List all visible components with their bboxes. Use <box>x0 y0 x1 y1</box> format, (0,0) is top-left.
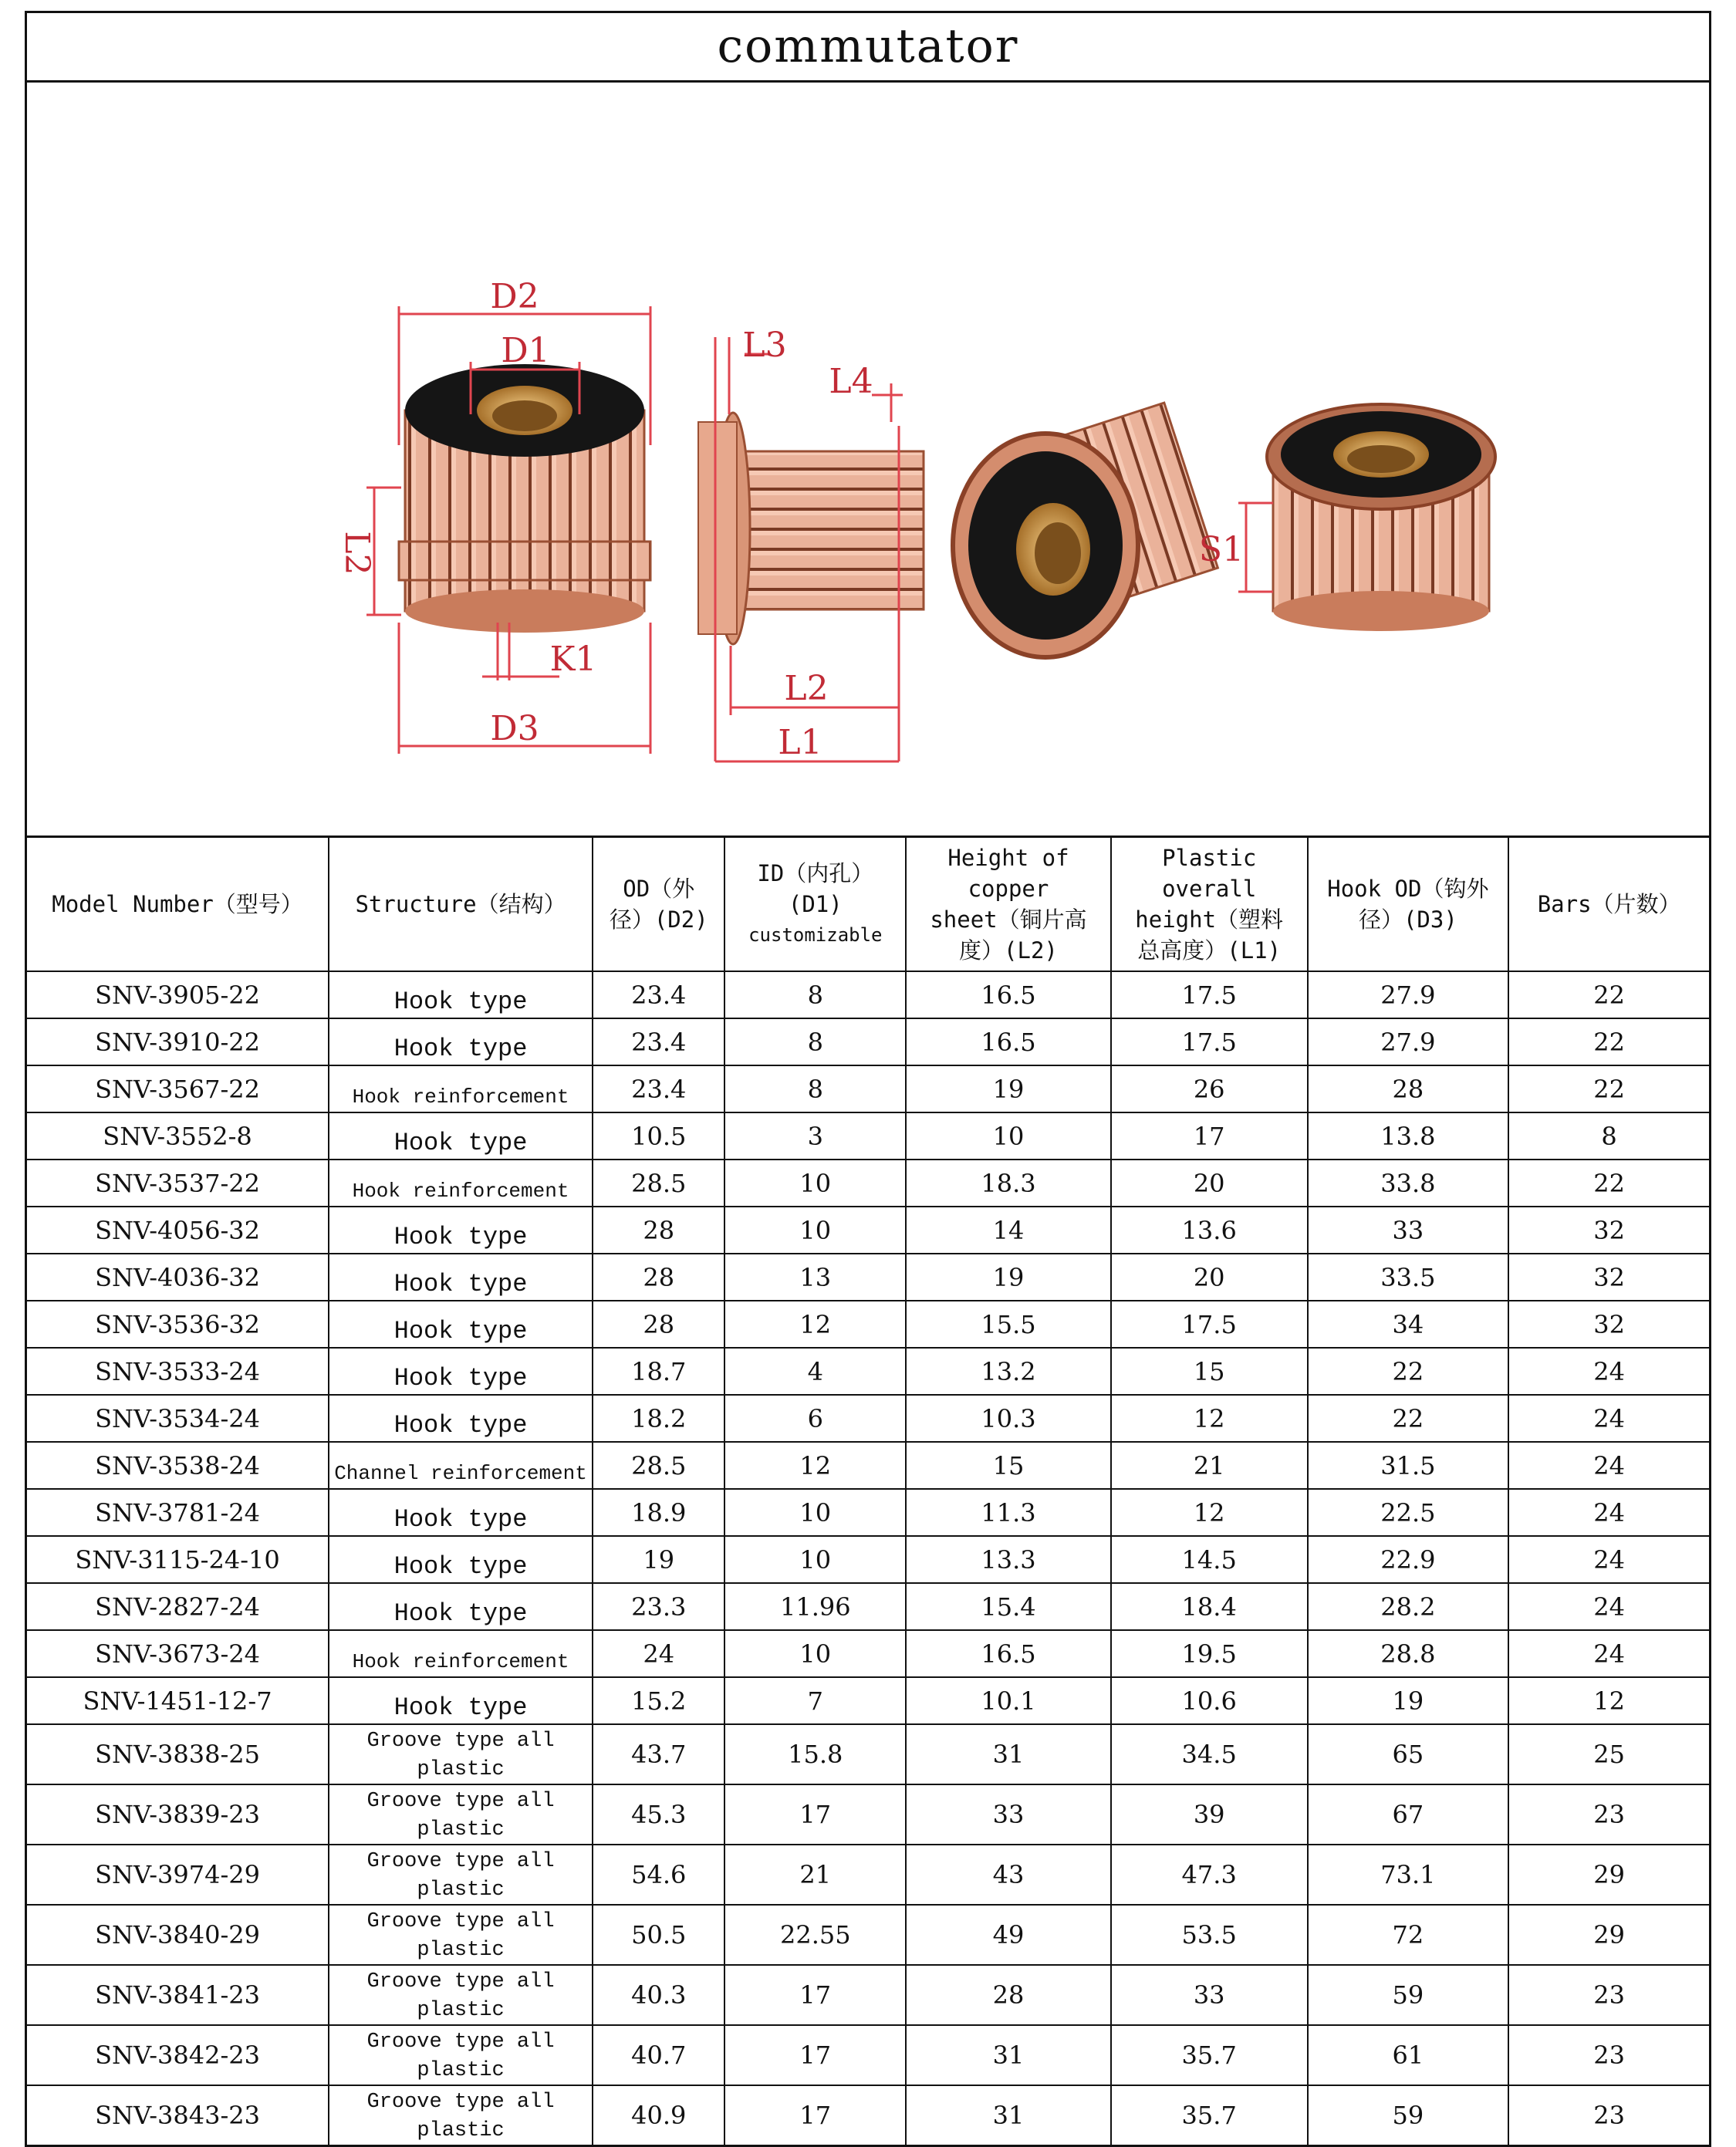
cell-bars: 32 <box>1508 1301 1709 1348</box>
cell-model-number: SNV-2827-24 <box>27 1583 329 1630</box>
cell-plastic-height: 34.5 <box>1111 1724 1308 1784</box>
cell-structure: Hook type <box>329 1254 593 1301</box>
cell-model-number: SNV-3567-22 <box>27 1065 329 1112</box>
cell-plastic-height: 47.3 <box>1111 1845 1308 1905</box>
cell-structure: Groove type all plastic <box>329 1845 593 1905</box>
cell-id: 4 <box>724 1348 906 1395</box>
cell-hook-od: 33 <box>1308 1207 1509 1254</box>
cell-plastic-height: 17 <box>1111 1112 1308 1160</box>
cell-copper-height: 16.5 <box>906 1630 1111 1677</box>
cell-structure: Hook type <box>329 1348 593 1395</box>
header-structure: Structure（结构） <box>329 838 593 971</box>
cell-hook-od: 73.1 <box>1308 1845 1509 1905</box>
table-header-row <box>27 838 1709 971</box>
cell-structure: Hook reinforcement <box>329 1160 593 1207</box>
cell-plastic-height: 12 <box>1111 1395 1308 1442</box>
cell-od: 23.4 <box>593 1065 724 1112</box>
cell-id: 17 <box>724 1965 906 2025</box>
commutator-diagram <box>27 83 1709 838</box>
cell-od: 54.6 <box>593 1845 724 1905</box>
cell-hook-od: 61 <box>1308 2025 1509 2085</box>
cell-od: 40.9 <box>593 2085 724 2145</box>
cell-copper-height: 13.2 <box>906 1348 1111 1395</box>
cell-od: 15.2 <box>593 1677 724 1724</box>
table-row <box>27 1207 1709 1254</box>
cell-copper-height: 16.5 <box>906 971 1111 1018</box>
label-l1: L1 <box>778 723 822 762</box>
cell-od: 28.5 <box>593 1442 724 1489</box>
label-k1: K1 <box>549 640 597 679</box>
table-row <box>27 1845 1709 1905</box>
cell-structure: Hook type <box>329 1677 593 1724</box>
table-row <box>27 1160 1709 1207</box>
cell-id: 6 <box>724 1395 906 1442</box>
cell-copper-height: 18.3 <box>906 1160 1111 1207</box>
cell-bars: 23 <box>1508 2085 1709 2145</box>
cell-model-number: SNV-3905-22 <box>27 971 329 1018</box>
cell-od: 18.7 <box>593 1348 724 1395</box>
cell-bars: 8 <box>1508 1112 1709 1160</box>
table-row <box>27 1724 1709 1784</box>
cell-copper-height: 15.4 <box>906 1583 1111 1630</box>
cell-structure: Hook reinforcement <box>329 1630 593 1677</box>
table-row <box>27 1489 1709 1536</box>
cell-plastic-height: 26 <box>1111 1065 1308 1112</box>
cell-bars: 24 <box>1508 1395 1709 1442</box>
cell-od: 40.3 <box>593 1965 724 2025</box>
table-row <box>27 1583 1709 1630</box>
header-copper-height: Height of copper sheet（铜片高 度）(L2) <box>906 838 1111 971</box>
cell-id: 8 <box>724 1065 906 1112</box>
header-id: ID（内孔） (D1) customizable <box>724 838 906 971</box>
label-l4: L4 <box>829 362 873 401</box>
cell-model-number: SNV-3840-29 <box>27 1905 329 1965</box>
cell-hook-od: 67 <box>1308 1784 1509 1845</box>
cell-od: 45.3 <box>593 1784 724 1845</box>
cell-structure: Hook type <box>329 1395 593 1442</box>
cell-id: 3 <box>724 1112 906 1160</box>
cell-id: 7 <box>724 1677 906 1724</box>
cell-model-number: SNV-3842-23 <box>27 2025 329 2085</box>
cell-plastic-height: 14.5 <box>1111 1536 1308 1583</box>
cell-structure: Hook type <box>329 1207 593 1254</box>
cell-bars: 23 <box>1508 1965 1709 2025</box>
cell-od: 18.9 <box>593 1489 724 1536</box>
label-d2: D2 <box>490 277 539 316</box>
cell-plastic-height: 17.5 <box>1111 971 1308 1018</box>
cell-plastic-height: 15 <box>1111 1348 1308 1395</box>
cell-plastic-height: 53.5 <box>1111 1905 1308 1965</box>
cell-hook-od: 19 <box>1308 1677 1509 1724</box>
table-row <box>27 1301 1709 1348</box>
cell-model-number: SNV-3910-22 <box>27 1018 329 1065</box>
header-bars: Bars（片数） <box>1508 838 1709 971</box>
table-row <box>27 1905 1709 1965</box>
spec-sheet <box>25 11 1711 2147</box>
cell-id: 10 <box>724 1160 906 1207</box>
table-row <box>27 1018 1709 1065</box>
commutator-side-view <box>698 413 924 644</box>
table-row <box>27 1965 1709 2025</box>
cell-bars: 29 <box>1508 1905 1709 1965</box>
cell-structure: Groove type all plastic <box>329 1724 593 1784</box>
cell-structure: Groove type all plastic <box>329 1905 593 1965</box>
header-model-number: Model Number（型号） <box>27 838 329 971</box>
cell-bars: 24 <box>1508 1348 1709 1395</box>
cell-bars: 24 <box>1508 1583 1709 1630</box>
cell-id: 12 <box>724 1442 906 1489</box>
cell-hook-od: 72 <box>1308 1905 1509 1965</box>
cell-structure: Hook type <box>329 1301 593 1348</box>
cell-model-number: SNV-3534-24 <box>27 1395 329 1442</box>
cell-model-number: SNV-3552-8 <box>27 1112 329 1160</box>
cell-id: 10 <box>724 1536 906 1583</box>
cell-structure: Groove type all plastic <box>329 1965 593 2025</box>
label-l2-mid: L2 <box>784 669 829 708</box>
header-hook-od: Hook OD（钩外 径）(D3) <box>1308 838 1509 971</box>
spec-table-body <box>27 971 1709 2145</box>
cell-hook-od: 22 <box>1308 1348 1509 1395</box>
cell-od: 40.7 <box>593 2025 724 2085</box>
cell-copper-height: 31 <box>906 2085 1111 2145</box>
cell-structure: Channel reinforcement <box>329 1442 593 1489</box>
cell-copper-height: 14 <box>906 1207 1111 1254</box>
label-l3: L3 <box>742 326 787 365</box>
cell-bars: 23 <box>1508 2025 1709 2085</box>
cell-hook-od: 28.8 <box>1308 1630 1509 1677</box>
cell-id: 10 <box>724 1207 906 1254</box>
cell-od: 28 <box>593 1207 724 1254</box>
cell-plastic-height: 35.7 <box>1111 2085 1308 2145</box>
cell-model-number: SNV-3781-24 <box>27 1489 329 1536</box>
cell-model-number: SNV-1451-12-7 <box>27 1677 329 1724</box>
cell-hook-od: 27.9 <box>1308 1018 1509 1065</box>
cell-plastic-height: 39 <box>1111 1784 1308 1845</box>
table-row <box>27 971 1709 1018</box>
cell-copper-height: 10.3 <box>906 1395 1111 1442</box>
cell-od: 23.4 <box>593 971 724 1018</box>
cell-model-number: SNV-3533-24 <box>27 1348 329 1395</box>
table-row <box>27 2025 1709 2085</box>
cell-copper-height: 19 <box>906 1065 1111 1112</box>
table-row <box>27 1442 1709 1489</box>
cell-id: 8 <box>724 971 906 1018</box>
spec-table <box>27 838 1709 2145</box>
cell-plastic-height: 18.4 <box>1111 1583 1308 1630</box>
table-row <box>27 1677 1709 1724</box>
cell-bars: 32 <box>1508 1254 1709 1301</box>
cell-model-number: SNV-3115-24-10 <box>27 1536 329 1583</box>
commutator-illustration <box>27 83 1709 836</box>
cell-id: 8 <box>724 1018 906 1065</box>
cell-structure: Hook reinforcement <box>329 1065 593 1112</box>
cell-copper-height: 13.3 <box>906 1536 1111 1583</box>
cell-structure: Hook type <box>329 1489 593 1536</box>
cell-plastic-height: 20 <box>1111 1254 1308 1301</box>
cell-od: 23.4 <box>593 1018 724 1065</box>
cell-plastic-height: 17.5 <box>1111 1018 1308 1065</box>
cell-bars: 22 <box>1508 1065 1709 1112</box>
label-l2-left: L2 <box>337 531 377 576</box>
cell-od: 24 <box>593 1630 724 1677</box>
cell-od: 28.5 <box>593 1160 724 1207</box>
cell-hook-od: 59 <box>1308 2085 1509 2145</box>
cell-id: 17 <box>724 2085 906 2145</box>
cell-hook-od: 34 <box>1308 1301 1509 1348</box>
cell-id: 12 <box>724 1301 906 1348</box>
cell-model-number: SNV-3838-25 <box>27 1724 329 1784</box>
table-row <box>27 1348 1709 1395</box>
cell-model-number: SNV-3974-29 <box>27 1845 329 1905</box>
commutator-angled-view <box>953 403 1218 657</box>
cell-bars: 24 <box>1508 1442 1709 1489</box>
cell-id: 17 <box>724 1784 906 1845</box>
cell-id: 17 <box>724 2025 906 2085</box>
cell-model-number: SNV-3536-32 <box>27 1301 329 1348</box>
cell-structure: Hook type <box>329 1112 593 1160</box>
table-row <box>27 1112 1709 1160</box>
cell-copper-height: 31 <box>906 2025 1111 2085</box>
cell-structure: Groove type all plastic <box>329 2025 593 2085</box>
cell-plastic-height: 19.5 <box>1111 1630 1308 1677</box>
cell-hook-od: 31.5 <box>1308 1442 1509 1489</box>
cell-bars: 22 <box>1508 1018 1709 1065</box>
cell-bars: 12 <box>1508 1677 1709 1724</box>
table-row <box>27 2085 1709 2145</box>
cell-od: 50.5 <box>593 1905 724 1965</box>
cell-structure: Hook type <box>329 1536 593 1583</box>
label-d3: D3 <box>490 709 539 748</box>
cell-model-number: SNV-3537-22 <box>27 1160 329 1207</box>
label-d1: D1 <box>501 331 550 370</box>
cell-copper-height: 11.3 <box>906 1489 1111 1536</box>
table-row <box>27 1536 1709 1583</box>
cell-id: 11.96 <box>724 1583 906 1630</box>
page-title: commutator <box>27 13 1709 83</box>
cell-copper-height: 16.5 <box>906 1018 1111 1065</box>
cell-copper-height: 10.1 <box>906 1677 1111 1724</box>
cell-hook-od: 22.9 <box>1308 1536 1509 1583</box>
cell-hook-od: 22.5 <box>1308 1489 1509 1536</box>
cell-hook-od: 28.2 <box>1308 1583 1509 1630</box>
cell-model-number: SNV-3839-23 <box>27 1784 329 1845</box>
commutator-rear-view <box>1267 404 1495 631</box>
cell-plastic-height: 21 <box>1111 1442 1308 1489</box>
cell-copper-height: 19 <box>906 1254 1111 1301</box>
cell-bars: 23 <box>1508 1784 1709 1845</box>
cell-copper-height: 15.5 <box>906 1301 1111 1348</box>
cell-structure: Hook type <box>329 1583 593 1630</box>
cell-bars: 24 <box>1508 1536 1709 1583</box>
cell-bars: 25 <box>1508 1724 1709 1784</box>
table-row <box>27 1784 1709 1845</box>
cell-od: 43.7 <box>593 1724 724 1784</box>
cell-plastic-height: 13.6 <box>1111 1207 1308 1254</box>
cell-plastic-height: 10.6 <box>1111 1677 1308 1724</box>
cell-hook-od: 33.5 <box>1308 1254 1509 1301</box>
table-row <box>27 1065 1709 1112</box>
cell-hook-od: 65 <box>1308 1724 1509 1784</box>
cell-od: 23.3 <box>593 1583 724 1630</box>
cell-hook-od: 33.8 <box>1308 1160 1509 1207</box>
cell-hook-od: 27.9 <box>1308 971 1509 1018</box>
cell-copper-height: 31 <box>906 1724 1111 1784</box>
cell-id: 10 <box>724 1630 906 1677</box>
cell-id: 10 <box>724 1489 906 1536</box>
cell-plastic-height: 20 <box>1111 1160 1308 1207</box>
cell-model-number: SNV-4036-32 <box>27 1254 329 1301</box>
cell-copper-height: 33 <box>906 1784 1111 1845</box>
cell-id: 15.8 <box>724 1724 906 1784</box>
cell-hook-od: 13.8 <box>1308 1112 1509 1160</box>
cell-bars: 24 <box>1508 1630 1709 1677</box>
cell-copper-height: 28 <box>906 1965 1111 2025</box>
cell-structure: Groove type all plastic <box>329 1784 593 1845</box>
cell-od: 19 <box>593 1536 724 1583</box>
cell-od: 28 <box>593 1301 724 1348</box>
header-plastic-height: Plastic overall height（塑料 总高度）(L1) <box>1111 838 1308 971</box>
cell-id: 21 <box>724 1845 906 1905</box>
cell-bars: 24 <box>1508 1489 1709 1536</box>
cell-model-number: SNV-3538-24 <box>27 1442 329 1489</box>
cell-model-number: SNV-3673-24 <box>27 1630 329 1677</box>
cell-id: 22.55 <box>724 1905 906 1965</box>
cell-model-number: SNV-3841-23 <box>27 1965 329 2025</box>
cell-hook-od: 28 <box>1308 1065 1509 1112</box>
cell-model-number: SNV-3843-23 <box>27 2085 329 2145</box>
label-s1: S1 <box>1198 530 1245 569</box>
cell-id: 13 <box>724 1254 906 1301</box>
cell-bars: 29 <box>1508 1845 1709 1905</box>
cell-plastic-height: 17.5 <box>1111 1301 1308 1348</box>
header-od: OD（外 径）(D2) <box>593 838 724 971</box>
cell-od: 18.2 <box>593 1395 724 1442</box>
cell-structure: Hook type <box>329 971 593 1018</box>
cell-od: 28 <box>593 1254 724 1301</box>
cell-copper-height: 15 <box>906 1442 1111 1489</box>
cell-structure: Hook type <box>329 1018 593 1065</box>
cell-bars: 22 <box>1508 1160 1709 1207</box>
cell-plastic-height: 33 <box>1111 1965 1308 2025</box>
cell-model-number: SNV-4056-32 <box>27 1207 329 1254</box>
cell-plastic-height: 12 <box>1111 1489 1308 1536</box>
cell-structure: Groove type all plastic <box>329 2085 593 2145</box>
cell-hook-od: 22 <box>1308 1395 1509 1442</box>
cell-copper-height: 49 <box>906 1905 1111 1965</box>
cell-copper-height: 43 <box>906 1845 1111 1905</box>
commutator-front-view <box>399 364 650 633</box>
table-row <box>27 1395 1709 1442</box>
cell-od: 10.5 <box>593 1112 724 1160</box>
table-row <box>27 1630 1709 1677</box>
cell-plastic-height: 35.7 <box>1111 2025 1308 2085</box>
cell-bars: 22 <box>1508 971 1709 1018</box>
cell-copper-height: 10 <box>906 1112 1111 1160</box>
cell-bars: 32 <box>1508 1207 1709 1254</box>
cell-hook-od: 59 <box>1308 1965 1509 2025</box>
table-row <box>27 1254 1709 1301</box>
